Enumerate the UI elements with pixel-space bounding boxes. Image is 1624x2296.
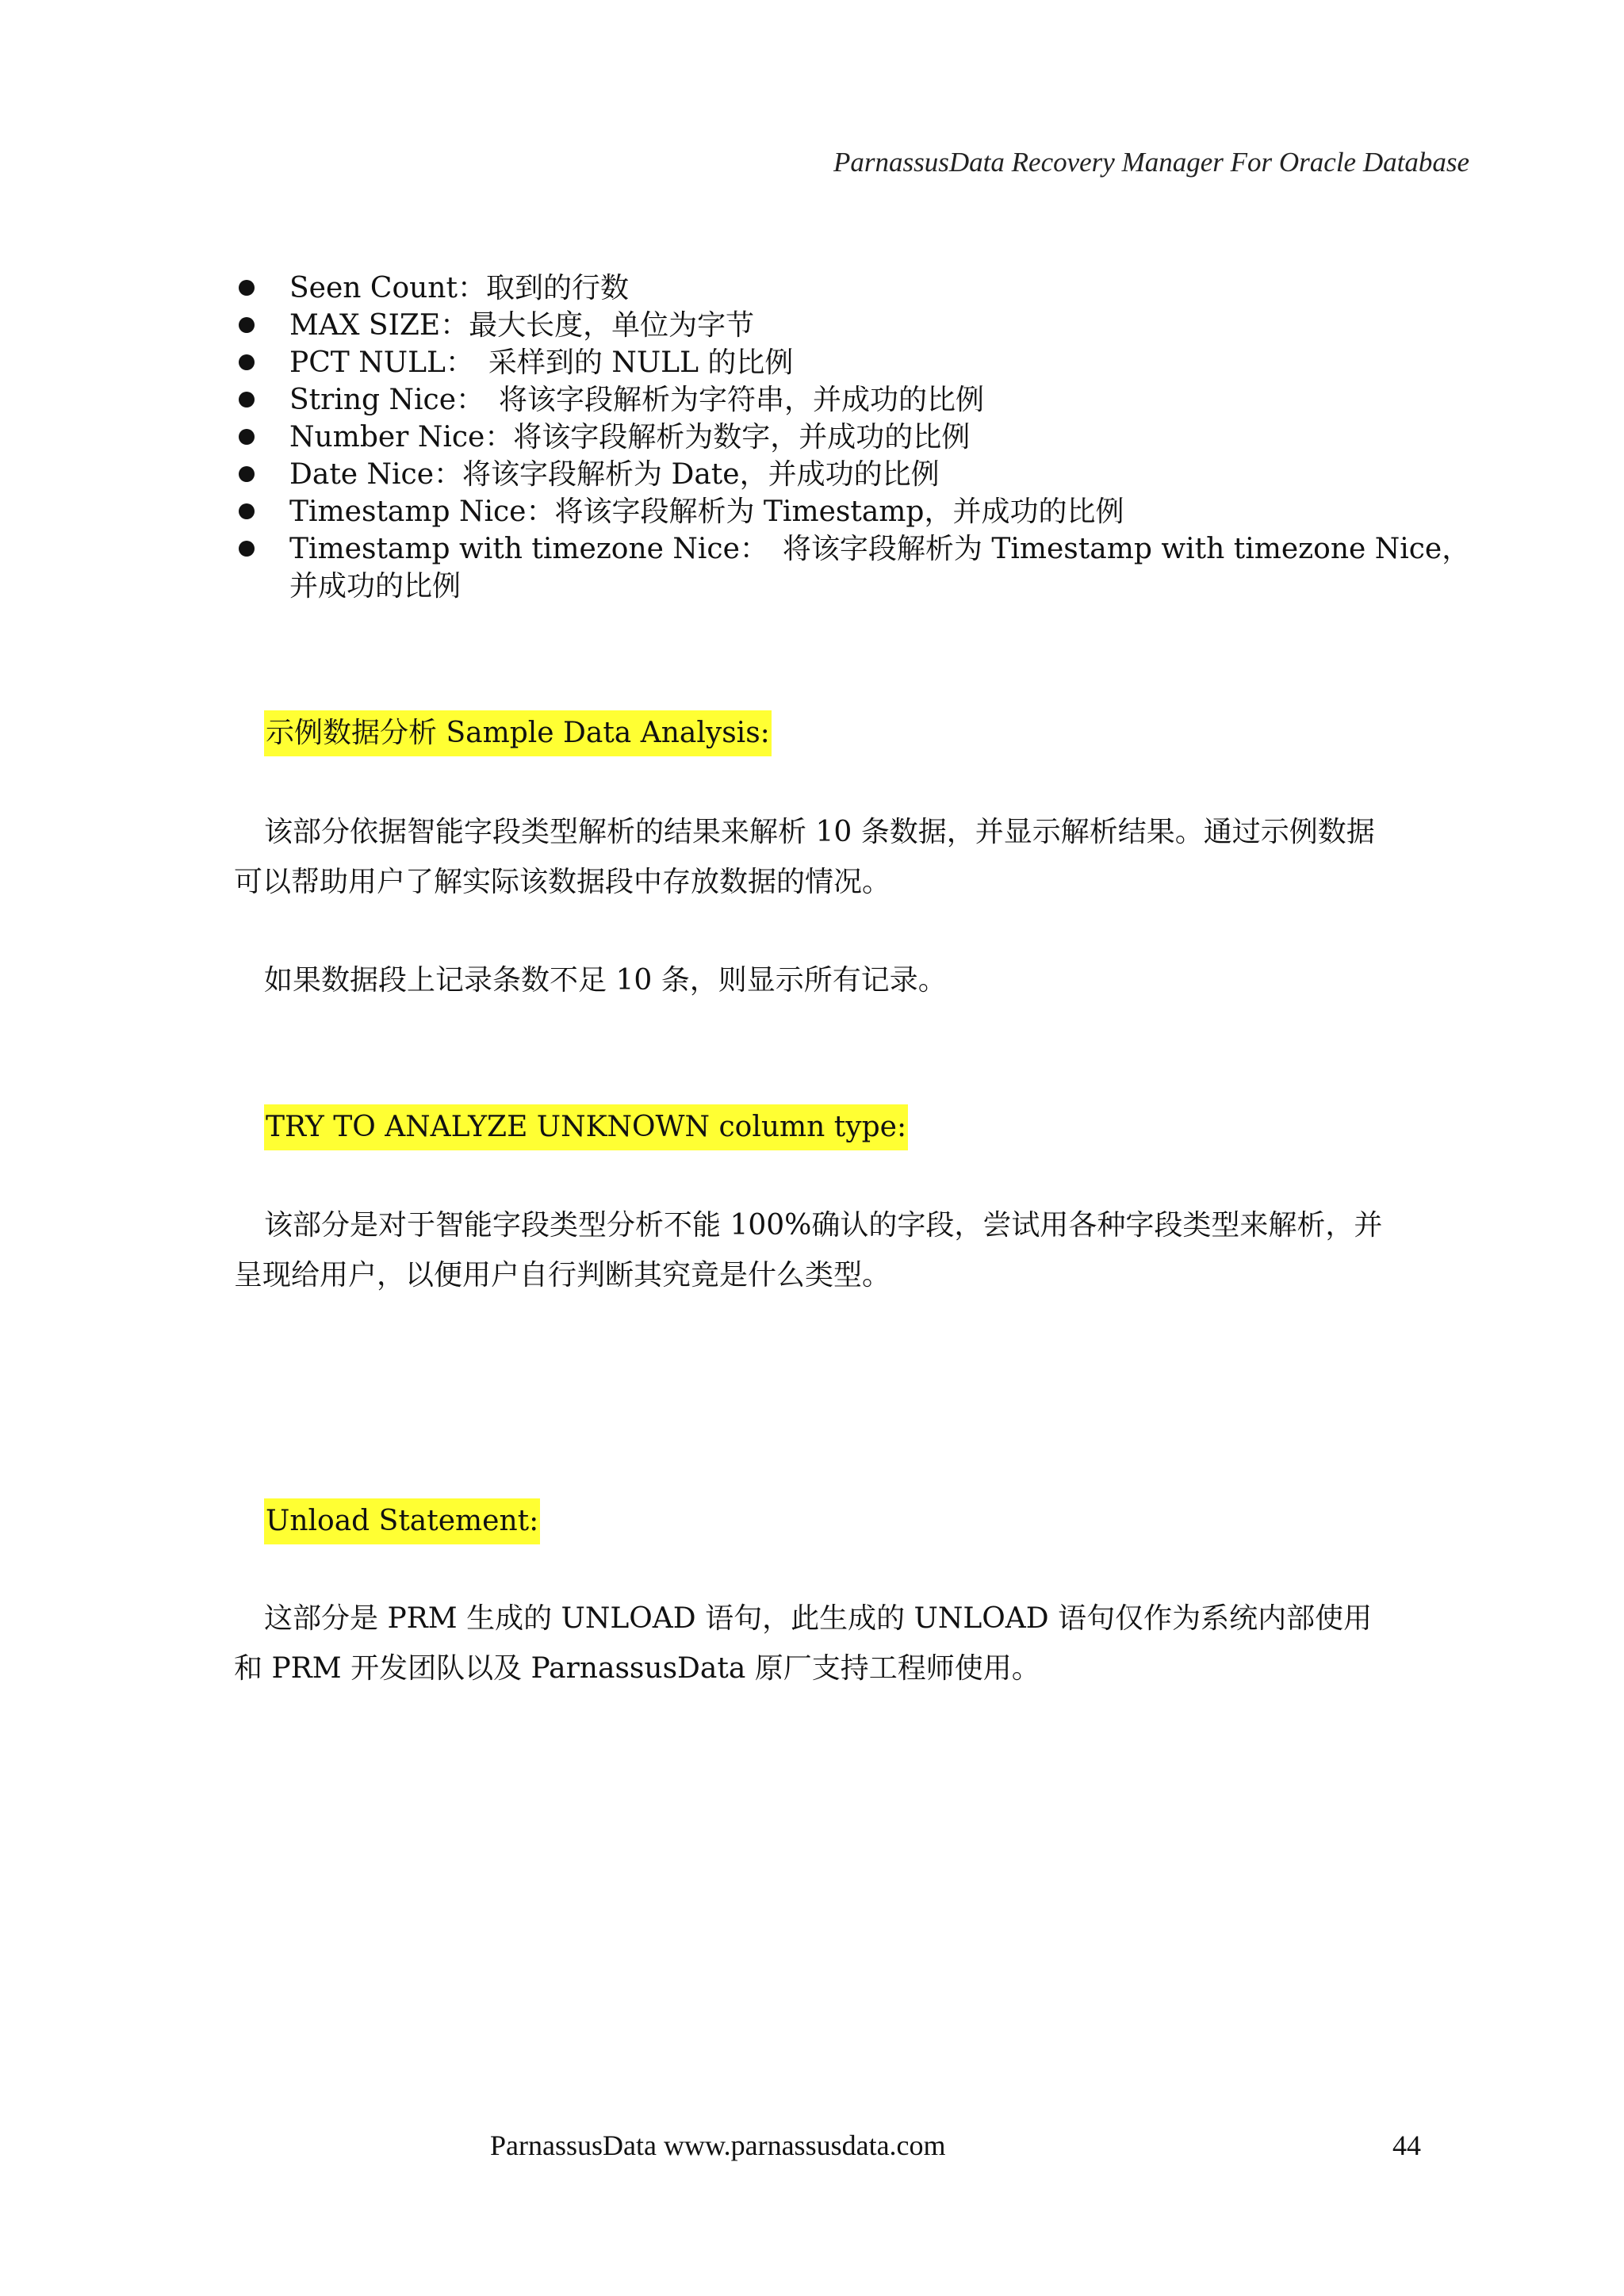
list-item — [234, 307, 1471, 344]
bullet-dot-icon — [239, 392, 255, 408]
list-item — [234, 419, 1471, 456]
list-item-text: Date Nice：将该字段解析为 Date，并成功的比例 — [289, 458, 940, 491]
list-item-text: Timestamp Nice：将该字段解析为 Timestamp，并成功的比例 — [289, 496, 1124, 528]
list-item — [234, 344, 1471, 381]
list-item — [234, 456, 1471, 493]
page-header: ParnassusData Recovery Manager For Oracle Database — [833, 147, 1469, 178]
list-item — [234, 270, 1471, 307]
list-item-text: String Nice： 将该字段解析为字符串，并成功的比例 — [289, 384, 985, 416]
field-stats-list — [234, 270, 1471, 605]
sample-data-paragraph: 该部分依据智能字段类型解析的结果来解析 10 条数据，并显示解析结果。通过示例数据可以帮助用户了解实际该数据段中存放数据的情况。 — [234, 816, 1375, 898]
bullet-dot-icon — [239, 429, 255, 445]
bullet-dot-icon — [239, 317, 255, 333]
unknown-type-paragraph: 该部分是对于智能字段类型分析不能 100%确认的字段，尝试用各种字段类型来解析，并呈现给用户，以便用户自行判断其究竟是什么类型。 — [234, 1209, 1383, 1292]
list-item-text: Timestamp with timezone Nice： 将该字段解析为 Timestamp with timezone Nice，并成功的比例 — [289, 533, 1471, 603]
list-item-text: PCT NULL： 采样到的 NULL 的比例 — [289, 346, 794, 379]
list-item-text: MAX SIZE：最大长度，单位为字节 — [289, 309, 755, 342]
page-number: 44 — [1392, 2130, 1421, 2161]
unload-statement-paragraph: 这部分是 PRM 生成的 UNLOAD 语句，此生成的 UNLOAD 语句仅作为系统内部使用和 PRM 开发团队以及 ParnassusData 原厂支持工程师使用。 — [234, 1602, 1373, 1685]
bullet-dot-icon — [239, 354, 255, 370]
bullet-dot-icon — [239, 466, 255, 482]
sample-data-note: 如果数据段上记录条数不足 10 条，则显示所有记录。 — [264, 964, 947, 997]
sample-data-heading: 示例数据分析 Sample Data Analysis: — [264, 710, 772, 756]
bullet-dot-icon — [239, 503, 255, 519]
list-item — [234, 493, 1471, 530]
list-item — [234, 381, 1471, 419]
unload-statement-heading: Unload Statement: — [264, 1498, 540, 1544]
bullet-dot-icon — [239, 541, 255, 557]
bullet-dot-icon — [239, 280, 255, 296]
footer-text: ParnassusData www.parnassusdata.com — [490, 2130, 946, 2161]
list-item — [234, 530, 1471, 605]
unknown-type-heading: TRY TO ANALYZE UNKNOWN column type: — [264, 1104, 908, 1150]
list-item-text: Seen Count：取到的行数 — [289, 272, 629, 304]
list-item-text: Number Nice：将该字段解析为数字，并成功的比例 — [289, 421, 971, 453]
